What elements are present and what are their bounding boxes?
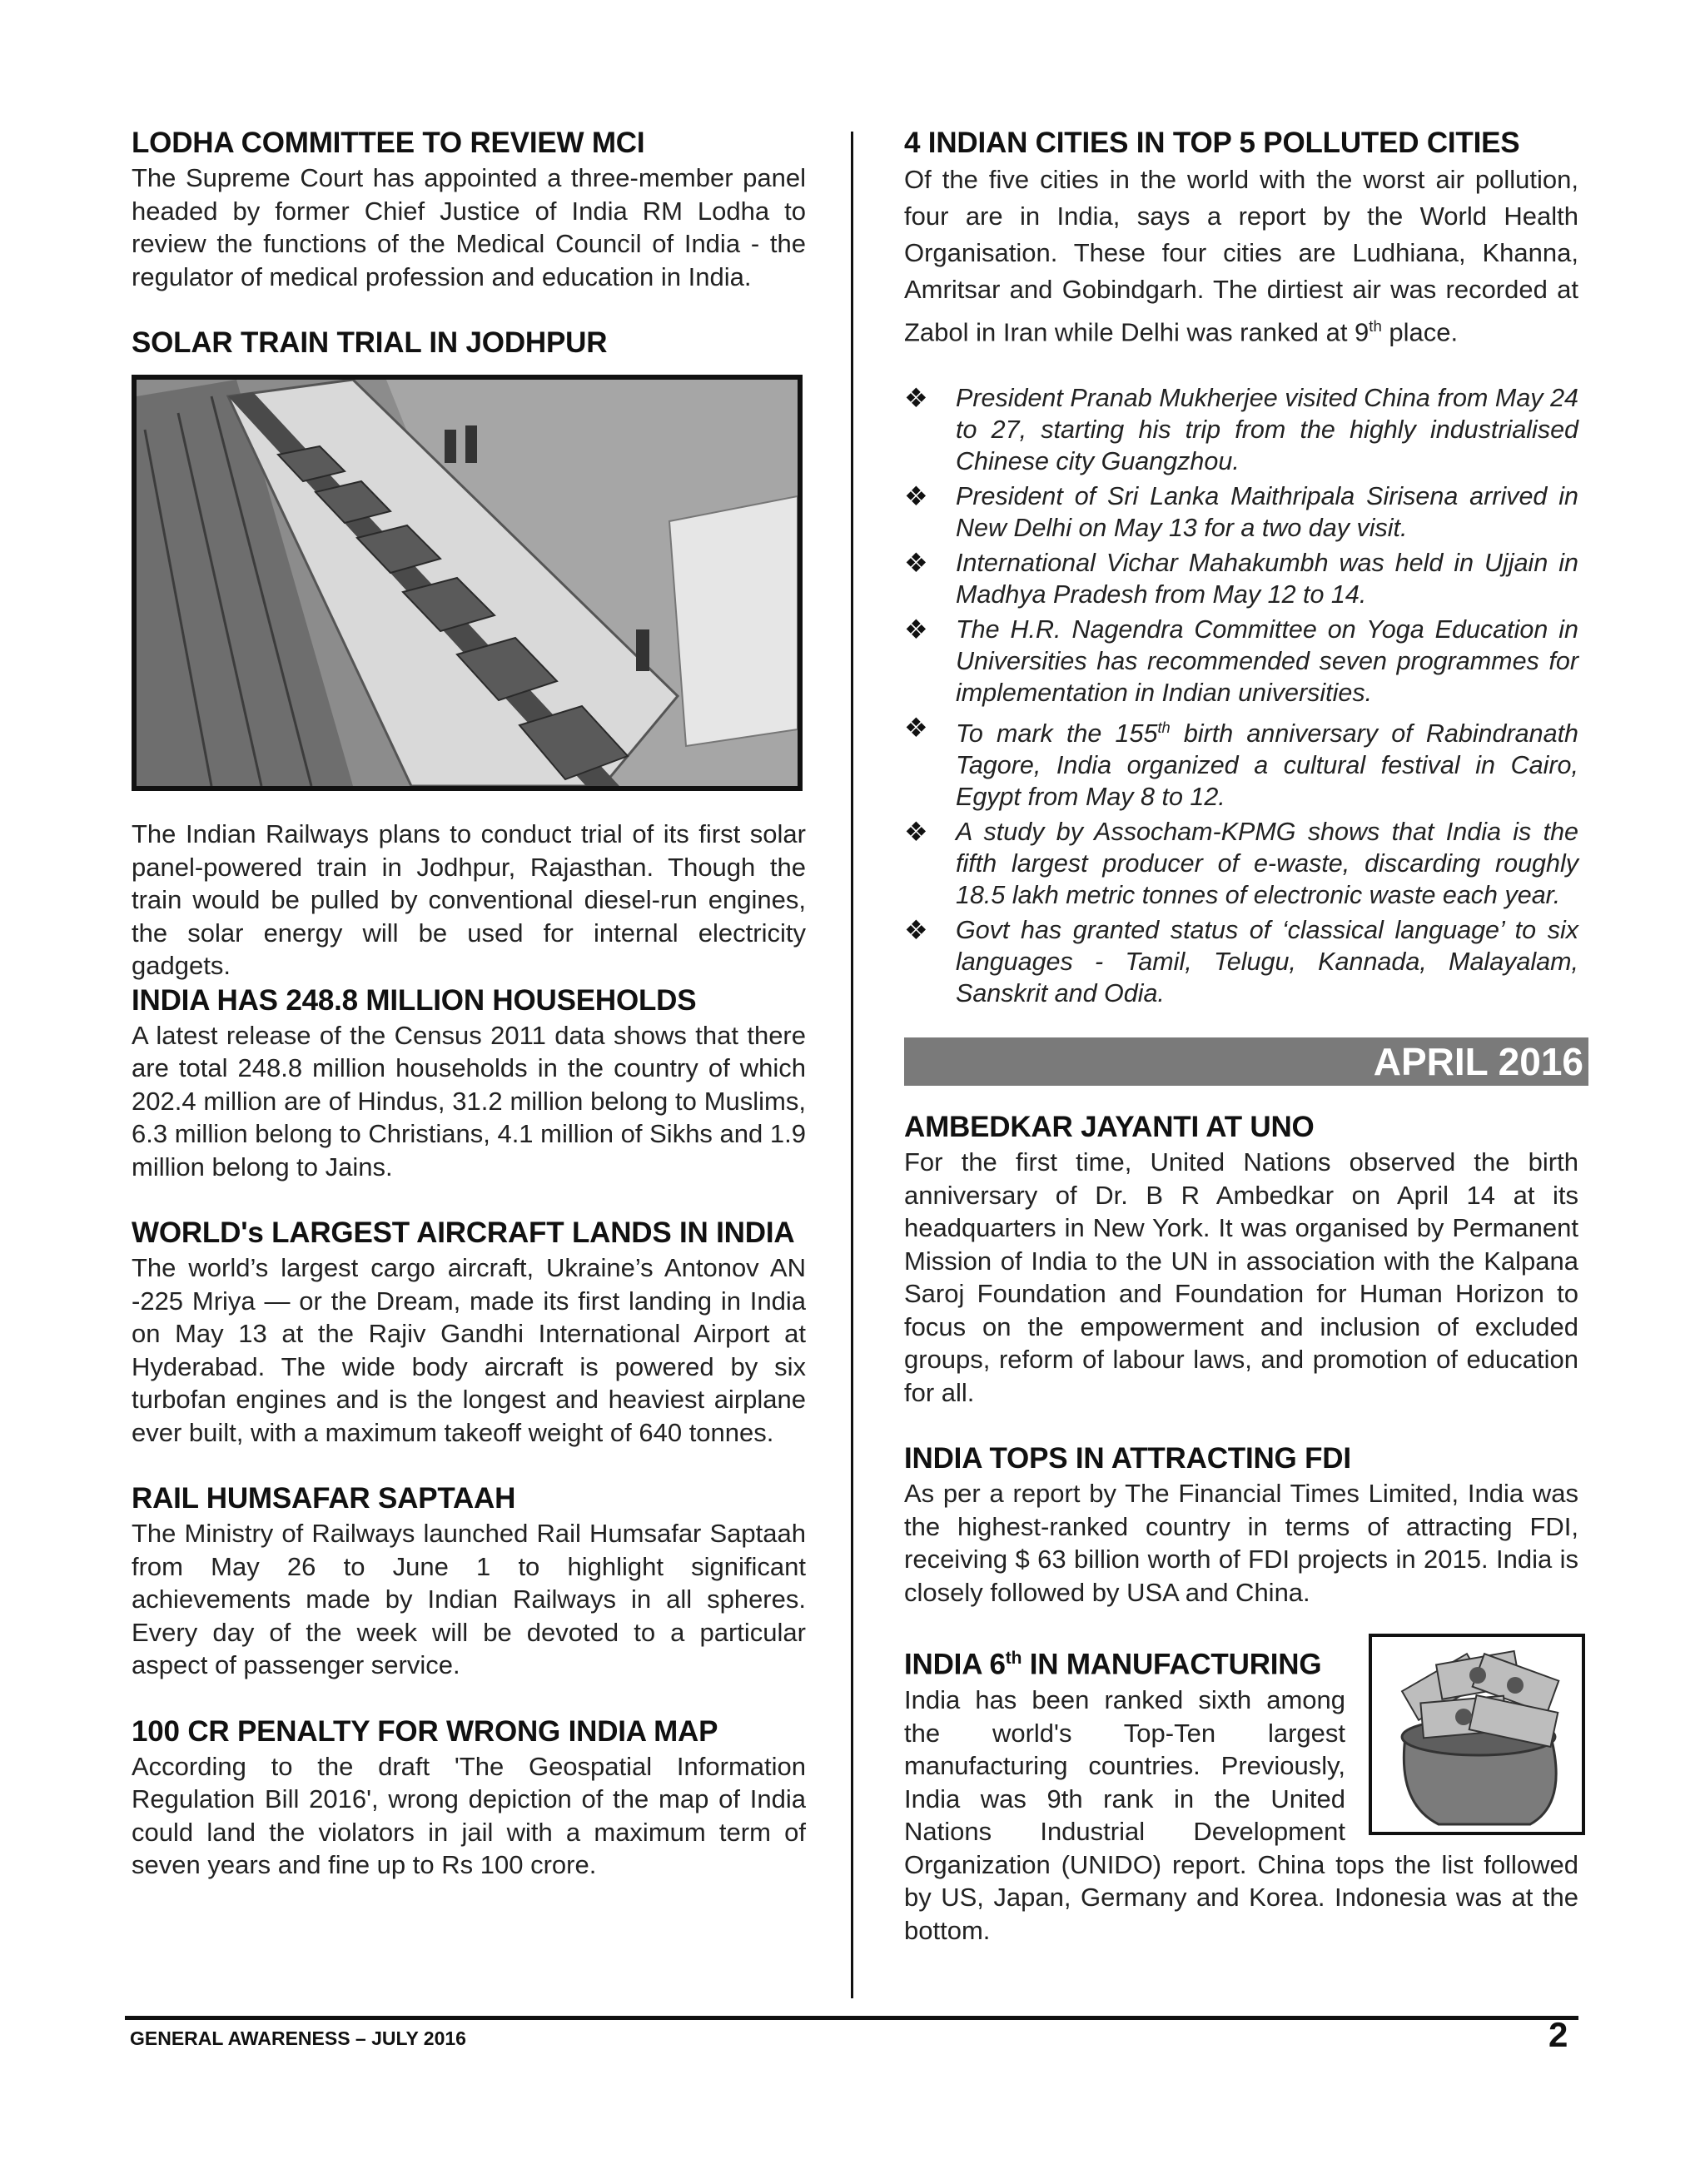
- bullet-icon: ❖: [904, 548, 928, 579]
- bullet-icon: ❖: [904, 713, 928, 744]
- solar-train-illustration: [137, 380, 798, 786]
- article-body: India has been ranked sixth among the world's Top-Ten largest manufacturing countries. Previously, India was 9th rank in the United Nations Industrial Development Organization (UNIDO) report. China tops the list followed by US, Japan, Germany and Korea. Indonesia was at the bottom.: [904, 1685, 1578, 1945]
- article-body: The Indian Railways plans to conduct trial of its first solar panel-powered train in Jodhpur, Rajasthan. Though the train would be pulled by conventional diesel-run engines, the solar energy will be used for internal electricity gadgets.: [132, 819, 806, 980]
- title-text: IN MANUFACTURING: [1022, 1649, 1322, 1682]
- bullet-icon: ❖: [904, 915, 928, 946]
- article-title: WORLD's LARGEST AIRCRAFT LANDS IN INDIA: [132, 1216, 795, 1249]
- column-divider: [851, 132, 853, 1998]
- list-item: [904, 914, 1578, 1009]
- bullet-icon: ❖: [904, 817, 928, 848]
- article-title: SOLAR TRAIN TRIAL IN JODHPUR: [132, 326, 608, 359]
- article-body: The world’s largest cargo aircraft, Ukraine’s Antonov AN -225 Mriya — or the Dream, made its first landing in India on May 13 at the Rajiv Gandhi International Airport at Hyderabad. The wide body aircraft is powered by six turbofan engines and is the longest and heaviest airplane ever built, with a maximum takeoff weight of 640 tonnes.: [132, 1253, 806, 1447]
- article-manufacturing: [904, 1640, 1578, 1947]
- bullet-text: A study by Assocham-KPMG shows that India is the fifth largest producer of e-waste, discarding roughly 18.5 lakh metric tonnes of electronic waste each year.: [956, 818, 1578, 910]
- article-title: INDIA HAS 248.8 MILLION HOUSEHOLDS: [132, 983, 697, 1017]
- article-solar-train: [132, 325, 806, 983]
- bullet-text: Govt has granted status of ‘classical language’ to six languages - Tamil, Telugu, Kannada, Malayalam, Sanskrit and Odia.: [956, 916, 1578, 1008]
- article-body: As per a report by The Financial Times Limited, India was the highest-ranked country in terms of attracting FDI, receiving $ 63 billion worth of FDI projects in 2015. India is closely followed by USA and China.: [904, 1479, 1578, 1607]
- article-humsafar: [132, 1480, 806, 1682]
- list-item: [904, 614, 1578, 709]
- solar-train-photo: [132, 375, 803, 791]
- list-item: [904, 382, 1578, 477]
- article-title: 4 INDIAN CITIES IN TOP 5 POLLUTED CITIES: [904, 127, 1520, 159]
- article-body: A latest release of the Census 2011 data shows that there are total 248.8 million households in the country of which 202.4 million are of Hindus, 31.2 million belong to Muslims, 6.3 million belong to Christians, 4.1 million of Sikhs and 1.9 million belong to Jains.: [132, 1020, 806, 1182]
- body-text: Of the five cities in the world with the worst air pollution, four are in India, says a report by the World Health Organisation. These four cities are Ludhiana, Khanna, Amritsar and Gobindgarh. The dirtiest air was recorded at Zabol in Iran while Delhi was ranked at 9: [904, 165, 1578, 347]
- article-polluted-cities: [904, 125, 1578, 351]
- article-ambedkar: [904, 1109, 1578, 1409]
- article-body: The Supreme Court has appointed a three-member panel headed by former Chief Justice of India RM Lodha to review the functions of the Medical Council of India - the regulator of medical profession and education in India.: [132, 163, 806, 291]
- right-column: [904, 125, 1583, 1947]
- article-body: For the first time, United Nations observed the birth anniversary of Dr. B R Ambedkar on April 14 at its headquarters in New York. It was organised by Permanent Mission of India to the UN in association with the Kalpana Saroj Foundation and Foundation for Human Horizon to focus on the empowerment and inclusion of excluded groups, reform of labour laws, and promotion of education for all.: [904, 1147, 1578, 1407]
- bullet-text: International Vichar Mahakumbh was held in Ujjain in Madhya Pradesh from May 12 to 14.: [956, 549, 1578, 609]
- article-map-penalty: [132, 1714, 806, 1882]
- bullet-text: President of Sri Lanka Maithripala Sirisena arrived in New Delhi on May 13 for a two day visit.: [956, 482, 1578, 543]
- title-text: INDIA 6: [904, 1649, 1006, 1682]
- bullet-text: birth anniversary of Rabindranath Tagore, India organized a cultural festival in Cairo, Egypt from May 8 to 12.: [956, 719, 1579, 812]
- article-title: RAIL HUMSAFAR SAPTAAH: [132, 1482, 516, 1515]
- article-fdi: [904, 1440, 1578, 1609]
- article-title: AMBEDKAR JAYANTI AT UNO: [904, 1111, 1315, 1144]
- bullet-icon: ❖: [904, 481, 928, 512]
- left-column: [132, 125, 806, 1913]
- list-item: [904, 712, 1578, 813]
- body-text: place.: [1381, 317, 1459, 347]
- month-banner: APRIL 2016: [904, 1037, 1588, 1086]
- article-title: LODHA COMMITTEE TO REVIEW MCI: [132, 127, 645, 159]
- footer-publication: GENERAL AWARENESS – JULY 2016: [130, 2027, 466, 2049]
- article-title: 100 CR PENALTY FOR WRONG INDIA MAP: [132, 1714, 718, 1748]
- money-bag-photo: [1369, 1634, 1585, 1835]
- bullet-icon: ❖: [904, 614, 928, 645]
- article-title: INDIA TOPS IN ATTRACTING FDI: [904, 1442, 1351, 1475]
- bullet-text: To mark the 155: [956, 719, 1158, 749]
- article-lodha: [132, 125, 806, 293]
- article-aircraft: [132, 1215, 806, 1449]
- list-item: [904, 480, 1578, 544]
- page-number: 2: [1548, 2015, 1568, 2054]
- article-households: [132, 983, 806, 1184]
- article-body: The Ministry of Railways launched Rail Humsafar Saptaah from May 26 to June 1 to highlight significant achievements made by Indian Railways in all spheres. Every day of the week will be devoted to a particular aspect of passenger service.: [132, 1519, 806, 1679]
- superscript: th: [1005, 1649, 1022, 1669]
- news-bullet-list: [904, 382, 1578, 1009]
- list-item: [904, 816, 1578, 911]
- article-body: [904, 162, 1578, 351]
- superscript: th: [1369, 317, 1382, 335]
- money-bag-illustration: [1372, 1637, 1582, 1832]
- superscript: th: [1157, 719, 1171, 737]
- list-item: [904, 547, 1578, 610]
- bullet-icon: ❖: [904, 383, 928, 414]
- bullet-text: The H.R. Nagendra Committee on Yoga Education in Universities has recommended seven programmes for implementation in Indian universities.: [956, 615, 1578, 708]
- bullet-text: President Pranab Mukherjee visited China from May 24 to 27, starting his trip from the highly industrialised Chinese city Guangzhou.: [956, 384, 1578, 476]
- article-body: According to the draft 'The Geospatial Information Regulation Bill 2016', wrong depiction of the map of India could land the violators in jail with a maximum term of seven years and fine up to Rs 100 crore.: [132, 1751, 806, 1879]
- footer-rule: [125, 2016, 1578, 2020]
